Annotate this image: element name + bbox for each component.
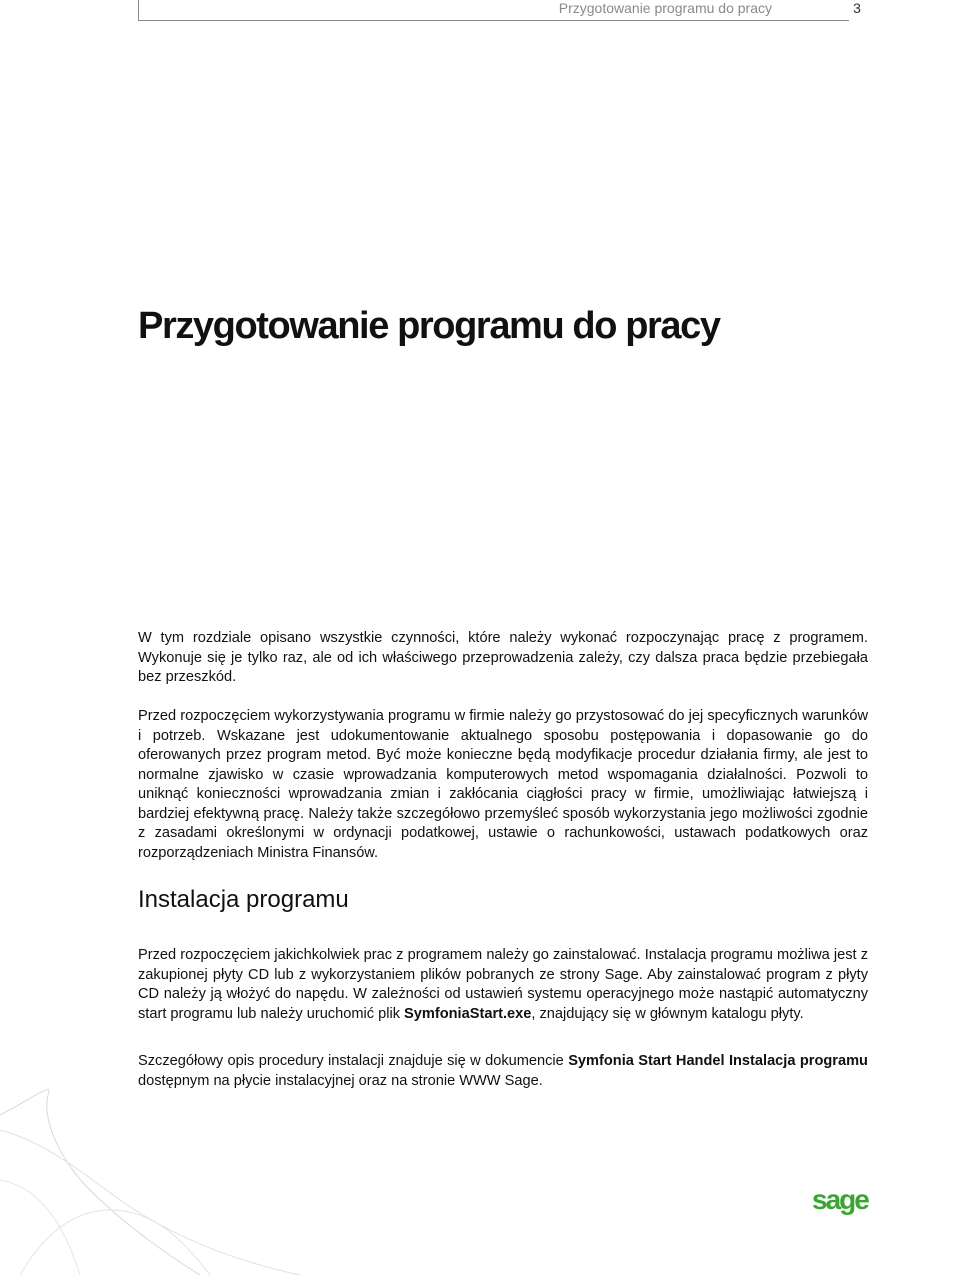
installer-filename: SymfoniaStart.exe: [404, 1005, 532, 1022]
intro-paragraph-2: Przed rozpoczęciem wykorzystywania programu w firmie należy go przystosować do jej specyficznych warunków i potrzeb. Wskazane jest udokumentowanie aktualnego sposobu postępowania i dopasowanie go do oferowanych przez program metod. Być może konieczne będą modyfikacje procedur działania firmy, ale jest to normalne zjawisko w czasie wprowadzania komputerowych metod wspomagania działalności. Pozwoli to uniknąć konieczności wprowadzania zmian i zakłócania ciągłości pracy w firmie, umożliwiając łatwiejszą i bardziej efektywną pracę. Należy także szczegółowo przemyśleć sposób wykorzystania jego możliwości zgodnie z zasadami określonymi w ordynacji podatkowej, ustawie o rachunkowości, ustawach podatkowych oraz rozporządzeniach Ministra Finansów.: [138, 708, 868, 861]
intro-paragraph-1: W tym rozdziale opisano wszystkie czynności, które należy wykonać rozpoczynając pracę z programem. Wykonuje się je tylko raz, ale od ich właściwego przeprowadzenia zależy, czy dalsza praca będzie przebiegała bez przeszkód.: [138, 630, 868, 685]
chapter-title: Przygotowanie programu do pracy: [138, 305, 720, 347]
decorative-swirl: [0, 1060, 420, 1275]
section-title: Instalacja programu: [138, 886, 349, 913]
running-title: Przygotowanie programu do pracy: [558, 0, 772, 16]
installation-doc-text: Szczegółowy opis procedury instalacji znajduje się w dokumencie: [138, 1053, 569, 1069]
installation-doc-name: Symfonia Start Handel Instalacja programu: [568, 1053, 868, 1069]
page-number: 3: [853, 0, 861, 16]
installation-text-end: , znajdujący się w głównym katalogu płyty.: [531, 1005, 804, 1022]
sage-logo-text: sage: [812, 1184, 868, 1215]
installation-paragraph-1: [138, 946, 868, 1024]
page-header: [0, 0, 960, 22]
sage-logo: [810, 1182, 874, 1218]
installation-doc-text-end: dostępnym na płycie instalacyjnej oraz na stronie WWW Sage.: [138, 1072, 543, 1089]
installation-text: Przed rozpoczęciem jakichkolwiek prac z programem należy go zainstalować. Instalacja programu możliwa jest z zakupionej płyty CD lub z wykorzystaniem plików pobranych ze strony Sage. Aby zainstalować program z płyty CD należy ją włożyć do napędu. W zależności od ustawień systemu operacyjnego może nastąpić automatyczny start programu lub należy uruchomić plik: [138, 947, 868, 1022]
